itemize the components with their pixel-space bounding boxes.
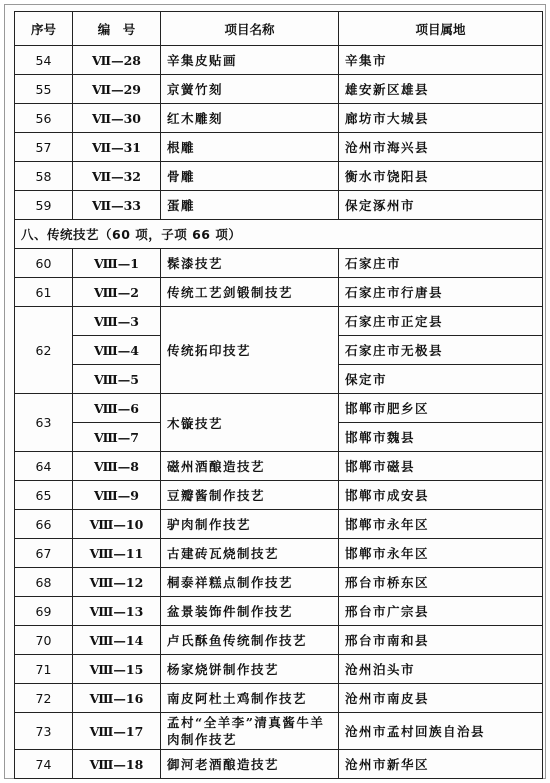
row-code: Ⅷ—5: [73, 365, 161, 394]
row-place: 邯郸市永年区: [339, 510, 543, 539]
row-code: Ⅶ—33: [73, 191, 161, 220]
row-seq: 60: [15, 249, 73, 278]
row-code: Ⅷ—2: [73, 278, 161, 307]
row-place: 沧州市孟村回族自治县: [339, 713, 543, 750]
table-row: [15, 191, 543, 220]
row-seq: 63: [15, 394, 73, 452]
row-seq: 74: [15, 750, 73, 779]
row-code: Ⅷ—1: [73, 249, 161, 278]
row-place: 邯郸市磁县: [339, 452, 543, 481]
row-seq: 70: [15, 626, 73, 655]
row-place: 邢台市南和县: [339, 626, 543, 655]
table-row: [15, 249, 543, 278]
row-code: Ⅷ—17: [73, 713, 161, 750]
table-row: [15, 568, 543, 597]
row-seq: 61: [15, 278, 73, 307]
table-row: [15, 626, 543, 655]
row-name: 红木雕刻: [161, 104, 339, 133]
table-row: [15, 539, 543, 568]
row-code: Ⅷ—11: [73, 539, 161, 568]
table-row: [15, 307, 543, 336]
row-name: 孟村“全羊李”清真酱牛羊肉制作技艺: [161, 713, 339, 750]
header-name: 项目名称: [161, 12, 339, 46]
table-row: [15, 684, 543, 713]
row-place: 邯郸市成安县: [339, 481, 543, 510]
row-seq: 62: [15, 307, 73, 394]
row-place: 邢台市广宗县: [339, 597, 543, 626]
row-seq: 54: [15, 46, 73, 75]
row-place: 邢台市桥东区: [339, 568, 543, 597]
row-code: Ⅷ—6: [73, 394, 161, 423]
document-page: [4, 4, 546, 779]
row-name: 古建砖瓦烧制技艺: [161, 539, 339, 568]
row-seq: 55: [15, 75, 73, 104]
row-place: 沧州市南皮县: [339, 684, 543, 713]
header-place: 项目属地: [339, 12, 543, 46]
row-code: Ⅷ—3: [73, 307, 161, 336]
row-name: 桐泰祥糕点制作技艺: [161, 568, 339, 597]
table-row: [15, 104, 543, 133]
row-place: 廊坊市大城县: [339, 104, 543, 133]
row-code: Ⅷ—16: [73, 684, 161, 713]
row-seq: 72: [15, 684, 73, 713]
row-seq: 73: [15, 713, 73, 750]
section-row: [15, 220, 543, 249]
row-place: 邯郸市肥乡区: [339, 394, 543, 423]
row-code: Ⅷ—9: [73, 481, 161, 510]
table-row: [15, 452, 543, 481]
table-row: [15, 75, 543, 104]
row-seq: 66: [15, 510, 73, 539]
row-name: 驴肉制作技艺: [161, 510, 339, 539]
row-name: 髹漆技艺: [161, 249, 339, 278]
row-name: 磁州酒酿造技艺: [161, 452, 339, 481]
row-name: 辛集皮贴画: [161, 46, 339, 75]
row-seq: 69: [15, 597, 73, 626]
table-row: [15, 394, 543, 423]
header-seq: 序号: [15, 12, 73, 46]
row-code: Ⅶ—30: [73, 104, 161, 133]
table-row: [15, 278, 543, 307]
row-name: 豆瓣酱制作技艺: [161, 481, 339, 510]
table-row: [15, 46, 543, 75]
row-place: 石家庄市: [339, 249, 543, 278]
row-code: Ⅶ—29: [73, 75, 161, 104]
row-place: 雄安新区雄县: [339, 75, 543, 104]
row-name: 盆景装饰件制作技艺: [161, 597, 339, 626]
row-code: Ⅷ—13: [73, 597, 161, 626]
section-title: 八、传统技艺（60 项，子项 66 项）: [15, 220, 543, 249]
row-code: Ⅶ—31: [73, 133, 161, 162]
row-code: Ⅷ—18: [73, 750, 161, 779]
row-seq: 65: [15, 481, 73, 510]
row-seq: 59: [15, 191, 73, 220]
row-place: 沧州市新华区: [339, 750, 543, 779]
table-row: [15, 481, 543, 510]
row-place: 邯郸市永年区: [339, 539, 543, 568]
row-place: 衡水市饶阳县: [339, 162, 543, 191]
table-row: [15, 510, 543, 539]
row-seq: 67: [15, 539, 73, 568]
row-seq: 68: [15, 568, 73, 597]
row-seq: 56: [15, 104, 73, 133]
row-code: Ⅷ—12: [73, 568, 161, 597]
row-place: 辛集市: [339, 46, 543, 75]
table-row: [15, 713, 543, 750]
row-place: 石家庄市正定县: [339, 307, 543, 336]
row-seq: 57: [15, 133, 73, 162]
row-code: Ⅷ—4: [73, 336, 161, 365]
table-row: [15, 750, 543, 779]
row-place: 沧州泊头市: [339, 655, 543, 684]
table-row: [15, 655, 543, 684]
row-code: Ⅶ—28: [73, 46, 161, 75]
table-row: [15, 597, 543, 626]
table-row: [15, 133, 543, 162]
row-name: 木镟技艺: [161, 394, 339, 452]
row-name: 卢氏酥鱼传统制作技艺: [161, 626, 339, 655]
row-name: 传统工艺剑锻制技艺: [161, 278, 339, 307]
row-place: 沧州市海兴县: [339, 133, 543, 162]
row-name: 京黉竹刻: [161, 75, 339, 104]
row-code: Ⅷ—15: [73, 655, 161, 684]
row-place: 石家庄市行唐县: [339, 278, 543, 307]
row-name: 杨家烧饼制作技艺: [161, 655, 339, 684]
row-name: 御河老酒酿造技艺: [161, 750, 339, 779]
row-name: 骨雕: [161, 162, 339, 191]
row-place: 邯郸市魏县: [339, 423, 543, 452]
heritage-list-table: [14, 11, 543, 779]
row-code: Ⅶ—32: [73, 162, 161, 191]
header-code: 编 号: [73, 12, 161, 46]
row-code: Ⅷ—8: [73, 452, 161, 481]
row-seq: 58: [15, 162, 73, 191]
table-row: [15, 162, 543, 191]
row-seq: 71: [15, 655, 73, 684]
row-seq: 64: [15, 452, 73, 481]
row-name: 传统拓印技艺: [161, 307, 339, 394]
row-place: 石家庄市无极县: [339, 336, 543, 365]
row-code: Ⅷ—10: [73, 510, 161, 539]
row-place: 保定涿州市: [339, 191, 543, 220]
row-name: 根雕: [161, 133, 339, 162]
row-code: Ⅷ—7: [73, 423, 161, 452]
table-header-row: [15, 12, 543, 46]
row-place: 保定市: [339, 365, 543, 394]
row-name: 蛋雕: [161, 191, 339, 220]
row-code: Ⅷ—14: [73, 626, 161, 655]
row-name: 南皮阿杜土鸡制作技艺: [161, 684, 339, 713]
